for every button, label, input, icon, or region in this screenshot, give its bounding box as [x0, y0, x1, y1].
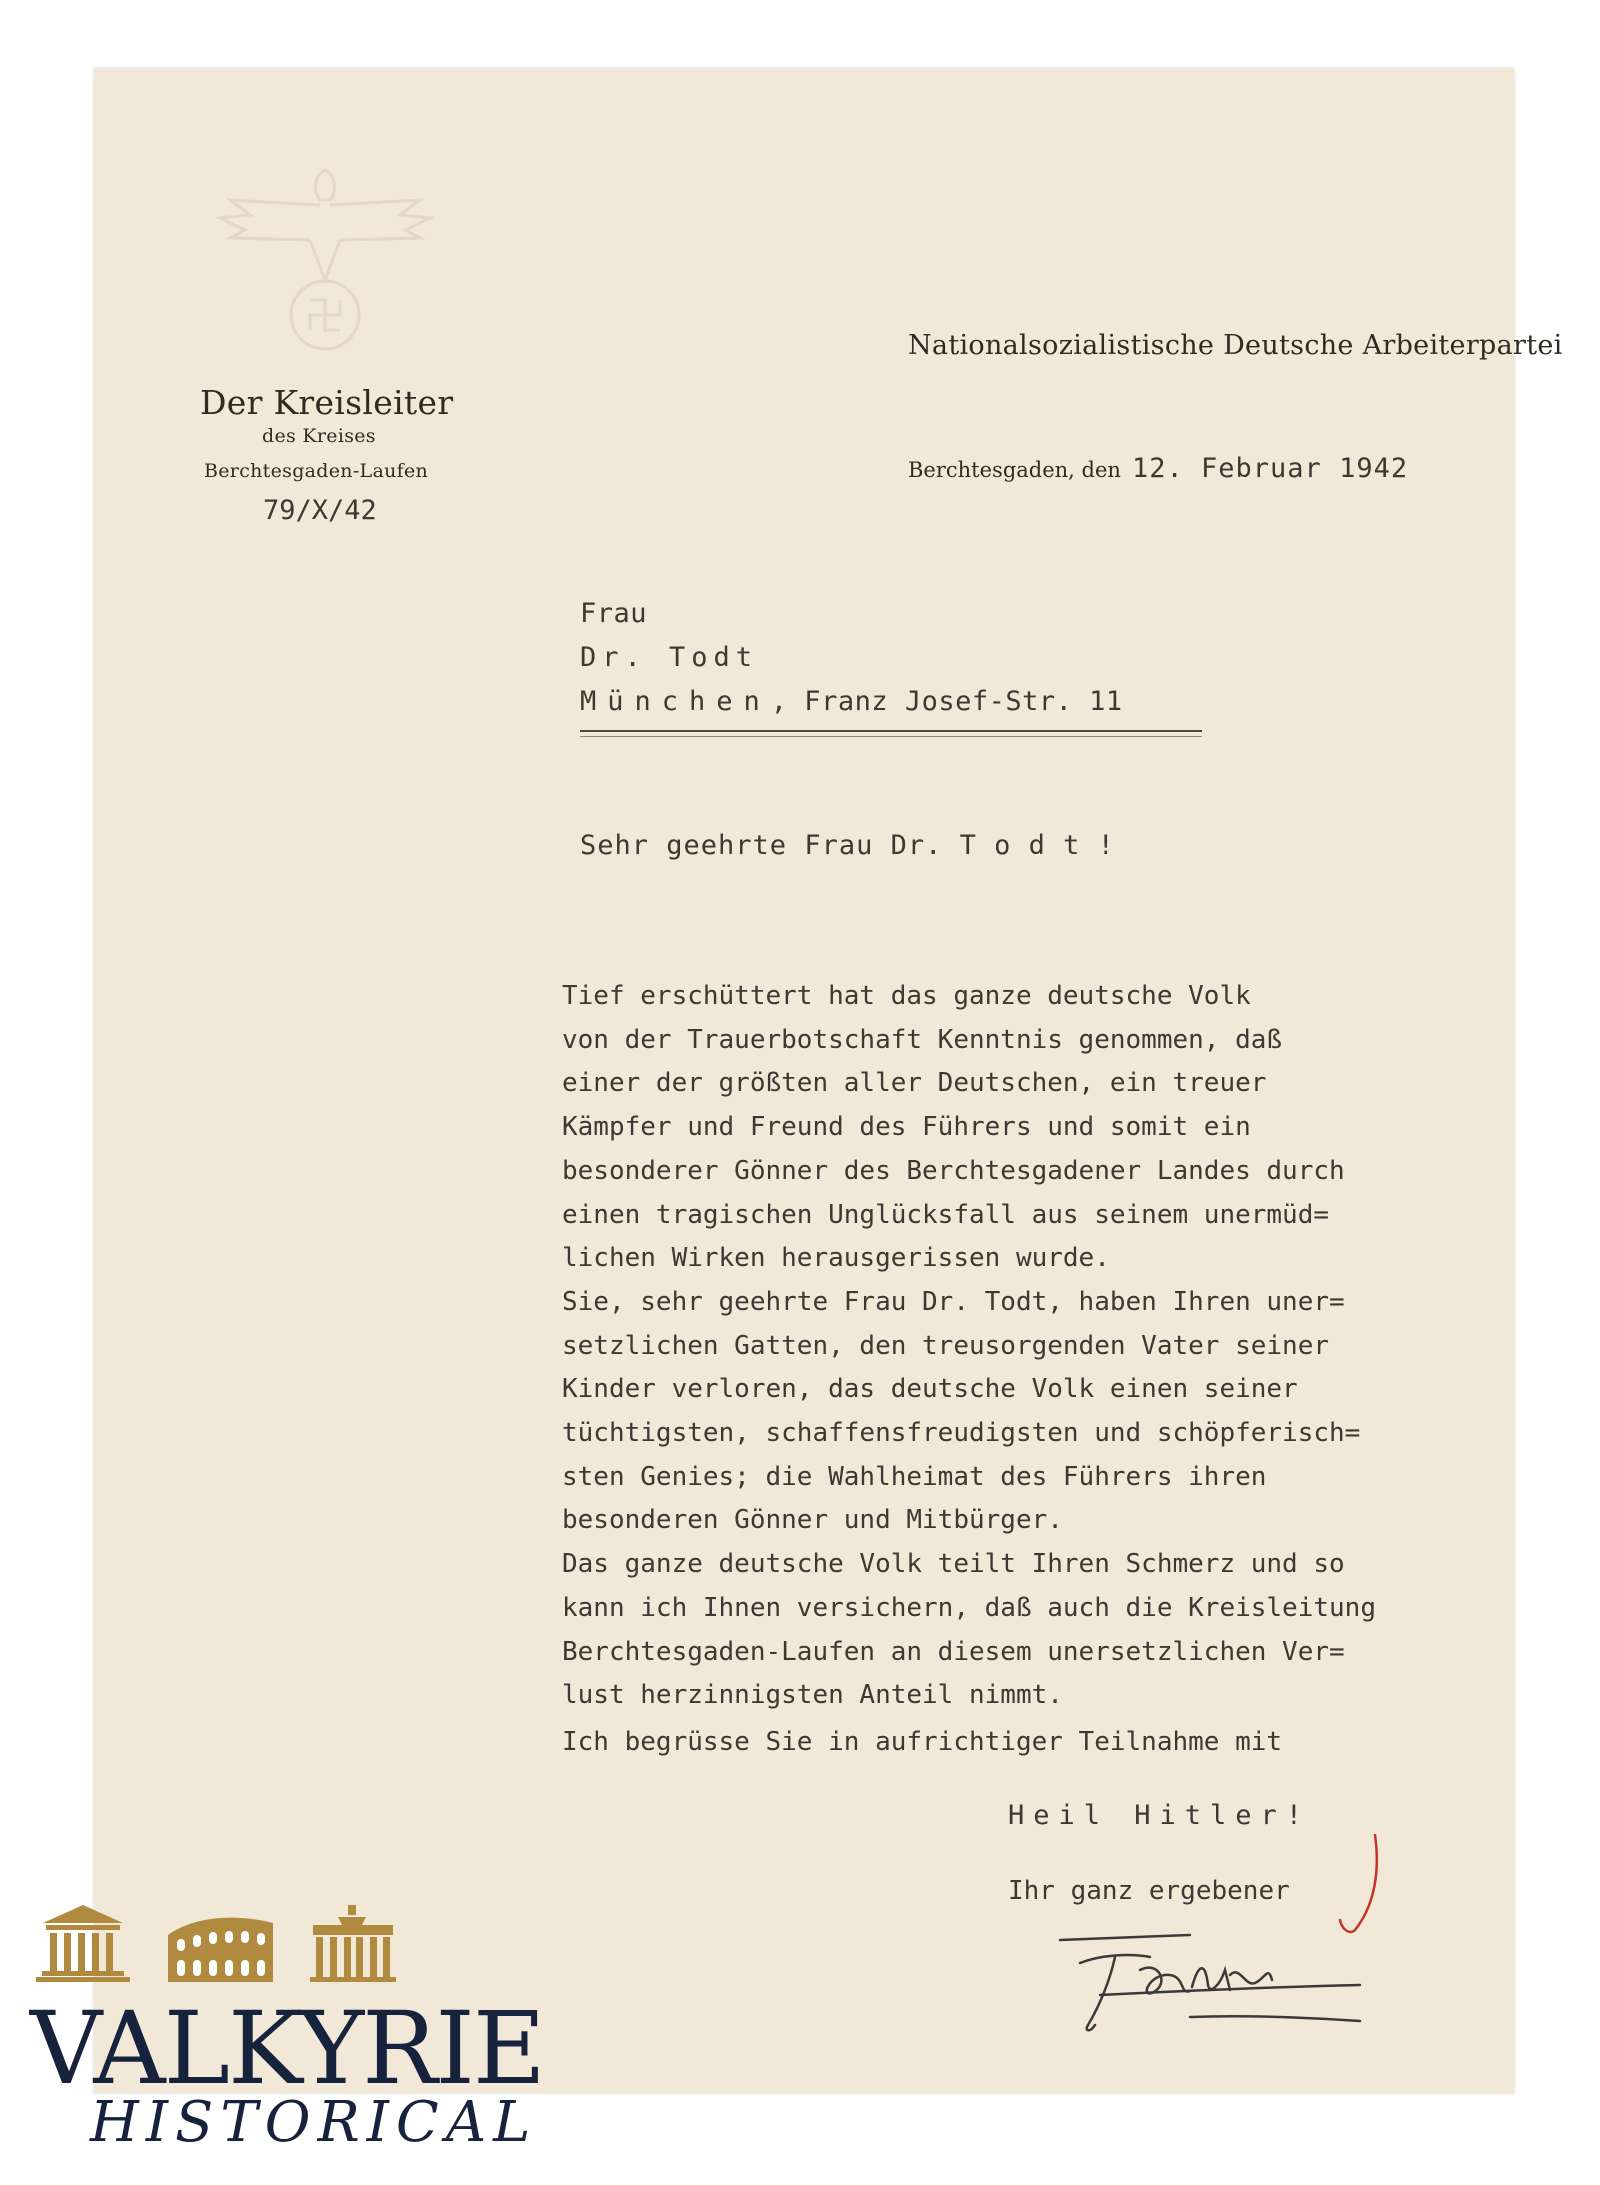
- closing-greeting: Heil Hitler!: [1008, 1800, 1312, 1831]
- watermark-brand: VALKYRIE: [30, 1990, 544, 2107]
- body-line: kann ich Ihnen versichern, daß auch die Kreisleitung: [562, 1592, 1376, 1623]
- office-district: Berchtesgaden-Laufen: [204, 460, 429, 482]
- valediction: Ihr ganz ergebener: [1008, 1876, 1290, 1906]
- reference-number: 79/X/42: [263, 495, 377, 526]
- body-line: sten Genies; die Wahlheimat des Führers ihren: [562, 1461, 1267, 1492]
- brandenburg-gate-icon: [310, 1905, 396, 1982]
- office-title: Der Kreisleiter: [200, 383, 454, 422]
- body-line: besonderen Gönner und Mitbürger.: [562, 1505, 1063, 1536]
- red-pencil-mark: [1330, 1830, 1390, 1940]
- body-line: von der Trauerbotschaft Kenntnis genommen, daß: [562, 1024, 1283, 1055]
- address-street: , Franz Josef-Str. 11: [770, 686, 1123, 717]
- watermark-subtitle: HISTORICAL: [90, 2090, 538, 2155]
- letter-salutation: Sehr geehrte Frau Dr. T o d t !: [580, 830, 1115, 861]
- body-line: lichen Wirken herausgerissen wurde.: [562, 1243, 1110, 1274]
- body-line: Tief erschüttert hat das ganze deutsche Volk: [562, 981, 1251, 1011]
- address-city-street: [580, 686, 1123, 717]
- temple-icon: [36, 1905, 130, 1982]
- body-line: einen tragischen Unglücksfall aus seinem unermüd=: [562, 1199, 1330, 1230]
- place-line: Berchtesgaden, den: [908, 458, 1121, 482]
- body-line: Sie, sehr geehrte Frau Dr. Todt, haben Ihren uner=: [562, 1286, 1345, 1317]
- address-underline-thin: [580, 736, 1202, 737]
- body-line: lust herzinnigsten Anteil nimmt.: [562, 1680, 1063, 1711]
- body-line: tüchtigsten, schaffensfreudigsten und schöpferisch=: [562, 1418, 1361, 1449]
- body-line: setzlichen Gatten, den treusorgenden Vater seiner: [562, 1330, 1330, 1361]
- address-city: München: [580, 686, 771, 717]
- closing-line: Ich begrüsse Sie in aufrichtiger Teilnahme mit: [562, 1727, 1283, 1757]
- office-subtitle: des Kreises: [262, 425, 376, 447]
- letter-body: [562, 975, 1502, 1718]
- address-name: Dr. Todt: [580, 642, 759, 673]
- body-line: einer der größten aller Deutschen, ein treuer: [562, 1068, 1267, 1099]
- embossed-eagle-icon: [190, 150, 460, 360]
- handwritten-signature: [1040, 1925, 1370, 2055]
- body-line: besonderer Gönner des Berchtesgadener Landes durch: [562, 1155, 1345, 1186]
- party-name: Nationalsozialistische Deutsche Arbeiterpartei: [908, 330, 1563, 361]
- colosseum-icon: [168, 1918, 273, 1982]
- address-underline: [580, 730, 1202, 732]
- address-salutation: Frau: [580, 598, 648, 629]
- body-line: Das ganze deutsche Volk teilt Ihren Schmerz und so: [562, 1549, 1345, 1580]
- body-line: Berchtesgaden-Laufen an diesem unersetzlichen Ver=: [562, 1636, 1345, 1667]
- letter-date: 12. Februar 1942: [1132, 453, 1409, 484]
- body-line: Kämpfer und Freund des Führers und somit ein: [562, 1112, 1251, 1143]
- body-line: Kinder verloren, das deutsche Volk einen seiner: [562, 1374, 1298, 1405]
